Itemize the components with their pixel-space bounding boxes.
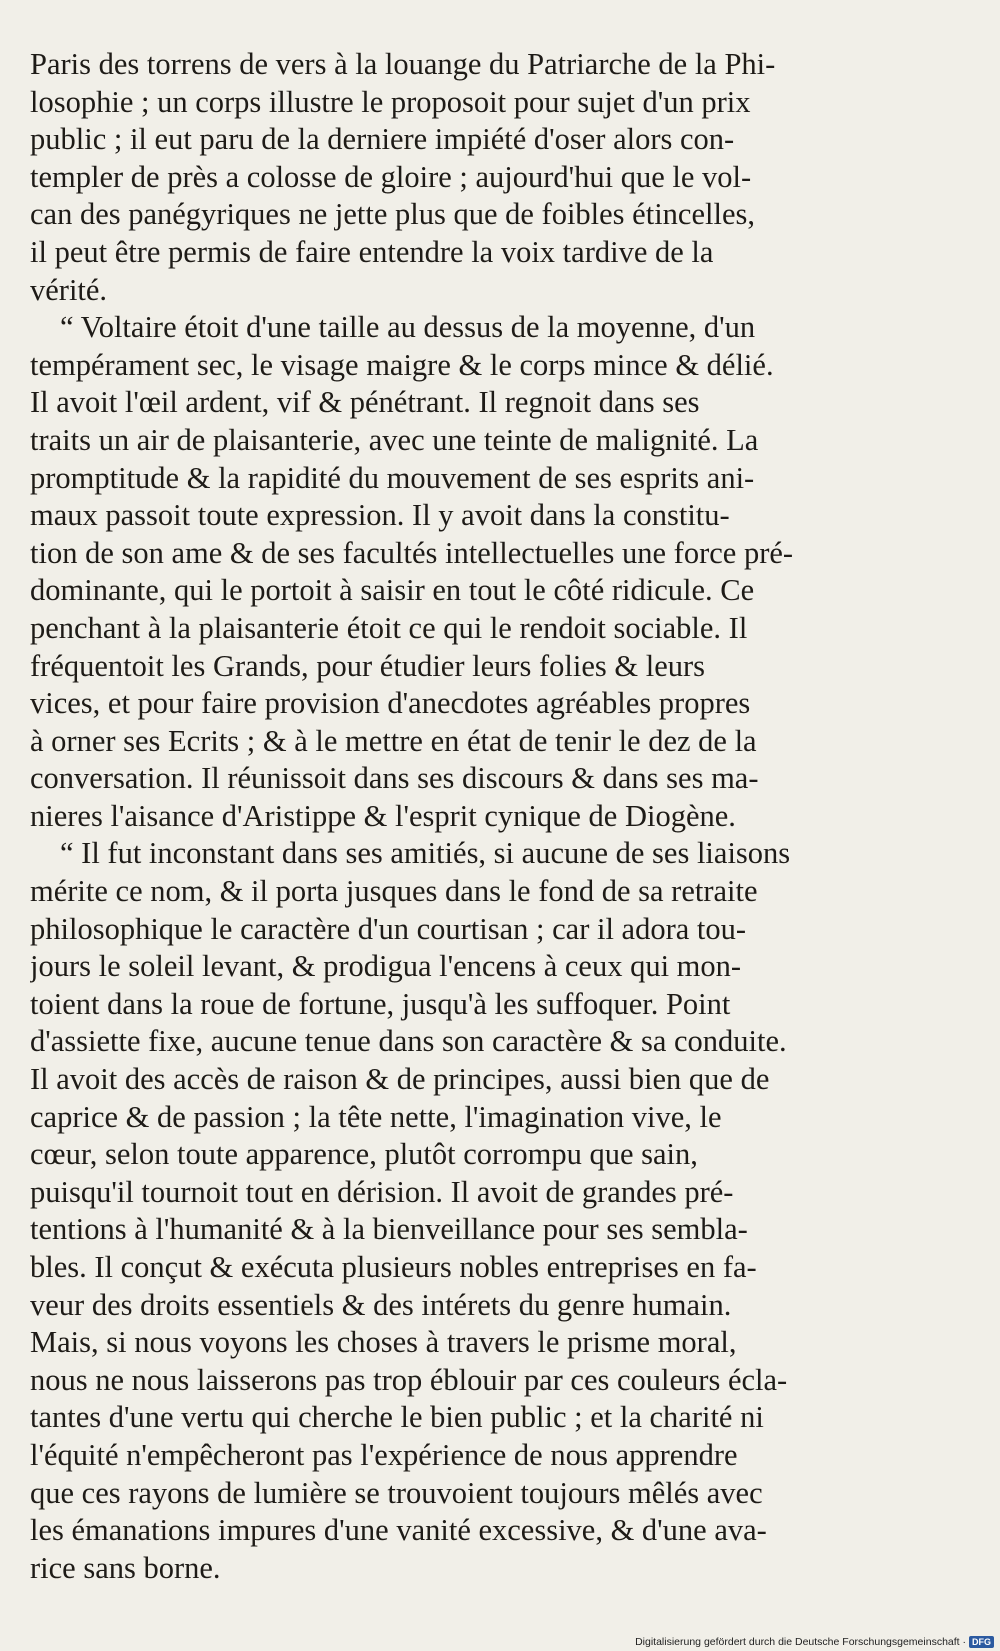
text-line: vices, et pour faire provision d'anecdotes agréables propres — [30, 686, 751, 721]
dfg-logo-icon: DFG — [969, 1636, 994, 1648]
text-line: cœur, selon toute apparence, plutôt corrompu que sain, — [30, 1137, 698, 1172]
text-line: conversation. Il réunissoit dans ses discours & dans ses ma- — [30, 761, 759, 796]
text-line: à orner ses Ecrits ; & à le mettre en état de tenir le dez de la — [30, 723, 757, 758]
text-line: d'assiette fixe, aucune tenue dans son caractère & sa conduite. — [30, 1024, 787, 1059]
text-line: fréquentoit les Grands, pour étudier leurs folies & leurs — [30, 648, 706, 683]
text-line: rice sans borne. — [30, 1550, 221, 1585]
paragraph-3 — [30, 835, 942, 1587]
text-line: dominante, qui le portoit à saisir en tout le côté ridicule. Ce — [30, 573, 755, 608]
digitization-credit — [635, 1636, 994, 1648]
text-line: can des panégyriques ne jette plus que de foibles étincelles, — [30, 197, 755, 232]
text-line: veur des droits essentiels & des intérets du genre humain. — [30, 1287, 732, 1322]
text-line: caprice & de passion ; la tête nette, l'imagination vive, le — [30, 1099, 722, 1134]
text-line: philosophique le caractère d'un courtisan ; car il adora tou- — [30, 911, 747, 946]
text-line: que ces rayons de lumière se trouvoient toujours mêlés avec — [30, 1475, 763, 1510]
credit-text: Digitalisierung gefördert durch die Deutsche Forschungsgemeinschaft · — [635, 1636, 966, 1648]
text-line: il peut être permis de faire entendre la voix tardive de la — [30, 234, 714, 269]
text-line: nieres l'aisance d'Aristippe & l'esprit cynique de Diogène. — [30, 798, 736, 833]
text-line: penchant à la plaisanterie étoit ce qui le rendoit sociable. Il — [30, 610, 748, 645]
text-line: vérité. — [30, 272, 108, 307]
text-line: les émanations impures d'une vanité excessive, & d'une ava- — [30, 1513, 767, 1548]
text-line: tion de son ame & de ses facultés intellectuelles une force pré- — [30, 535, 794, 570]
text-line: Paris des torrens de vers à la louange du Patriarche de la Phi- — [30, 47, 776, 81]
text-line: losophie ; un corps illustre le proposoit pour sujet d'un prix — [30, 84, 751, 119]
paragraph-2 — [30, 309, 942, 835]
text-line: promptitude & la rapidité du mouvement de ses esprits ani- — [30, 460, 755, 495]
text-line: tantes d'une vertu qui cherche le bien public ; et la charité ni — [30, 1400, 764, 1435]
text-line: tentions à l'humanité & à la bienveillance pour ses sembla- — [30, 1212, 748, 1247]
text-line: Mais, si nous voyons les choses à travers le prisme moral, — [30, 1325, 737, 1360]
text-line: nous ne nous laisserons pas trop éblouir par ces couleurs écla- — [30, 1362, 788, 1397]
text-line: toient dans la roue de fortune, jusqu'à les suffoquer. Point — [30, 986, 731, 1021]
text-line: “ Voltaire étoit d'une taille au dessus de la moyenne, d'un — [60, 310, 756, 345]
text-line: puisqu'il tournoit tout en dérision. Il avoit de grandes pré- — [30, 1174, 734, 1209]
text-line: “ Il fut inconstant dans ses amitiés, si aucune de ses liaisons — [60, 836, 791, 871]
text-line: Il avoit des accès de raison & de principes, aussi bien que de — [30, 1062, 770, 1097]
paragraph-1 — [30, 46, 942, 309]
text-line: tempérament sec, le visage maigre & le corps mince & délié. — [30, 347, 774, 382]
text-line: public ; il eut paru de la derniere impiété d'oser alors con- — [30, 122, 735, 157]
text-line: Il avoit l'œil ardent, vif & pénétrant. Il regnoit dans ses — [30, 385, 700, 420]
text-line: maux passoit toute expression. Il y avoit dans la constitu- — [30, 498, 730, 533]
text-line: bles. Il conçut & exécuta plusieurs nobles entreprises en fa- — [30, 1250, 757, 1284]
text-line: traits un air de plaisanterie, avec une teinte de malignité. La — [30, 422, 759, 457]
text-line: mérite ce nom, & il porta jusques dans le fond de sa retraite — [30, 874, 758, 909]
text-line: l'équité n'empêcheront pas l'expérience de nous apprendre — [30, 1437, 738, 1472]
text-line: jours le soleil levant, & prodigua l'encens à ceux qui mon- — [30, 949, 742, 984]
page-text — [30, 46, 942, 1587]
text-line: templer de près a colosse de gloire ; aujourd'hui que le vol- — [30, 159, 752, 194]
